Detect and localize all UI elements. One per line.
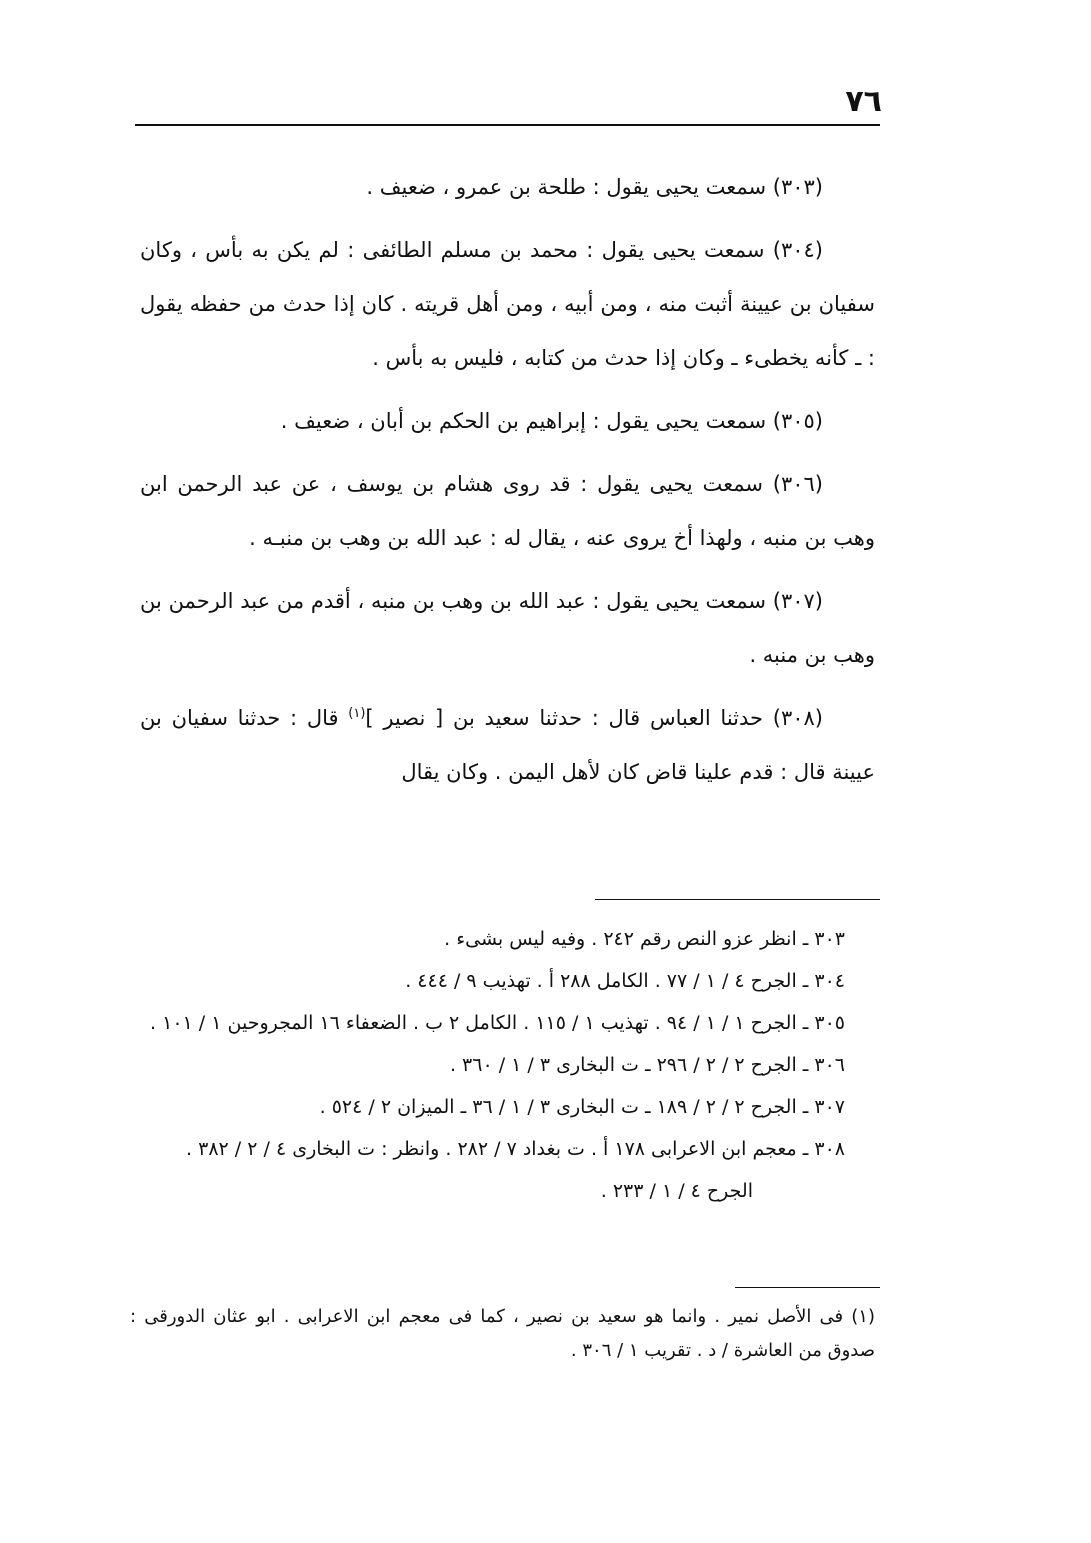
note-306: ٣٠٦ ـ الجرح ٢ / ٢ / ٢٩٦ ـ ت البخارى ٣ / ١ / ٣٦٠ .: [449, 1054, 845, 1076]
note-305: ٣٠٥ ـ الجرح ١ / ١ / ٩٤ . تهذيب ١ / ١١٥ . الكامل ٢ ب . الضعفاء ١٦ المجروحين ١ / ١٠١ .: [150, 1012, 845, 1034]
main-text: [140, 160, 875, 808]
note-308: ٣٠٨ ـ معجم ابن الاعرابى ١٧٨ أ . ت بغداد ٧ / ٢٨٢ . وانظر : ت البخارى ٤ / ٢ / ٣٨٢ . الجرح ٤ / ١ / ٢٣٣ .: [186, 1138, 845, 1202]
note-307: ٣٠٧ ـ الجرح ٢ / ٢ / ١٨٩ ـ ت البخارى ٣ / ١ / ٣٦ ـ الميزان ٢ / ٥٢٤ .: [319, 1096, 845, 1118]
entry-305: (٣٠٥) سمعت يحيى يقول : إبراهيم بن الحكم بن أبان ، ضعيف .: [280, 409, 823, 433]
entry-303: (٣٠٣) سمعت يحيى يقول : طلحة بن عمرو ، ضعيف .: [366, 175, 823, 199]
notes-separator: [595, 899, 880, 900]
entry-308-rest: قال : حدثنا سفيان بن عيينة قال : قدم علينا قاض كان لأهل اليمن . وكان يقال: [140, 706, 875, 784]
note-304: ٣٠٤ ـ الجرح ٤ / ١ / ٧٧ . الكامل ٢٨٨ أ . تهذيب ٩ / ٤٤٤ .: [405, 970, 845, 992]
source-notes: [140, 918, 845, 1212]
footnote: (١) فى الأصل نمير . وانما هو سعيد بن نصير ، كما فى معجم ابن الاعرابى . ابو عثان الدورقى : صدوق من العاشرة / د . تقريب ١ / ٣٠٦ .: [130, 1306, 875, 1361]
note-303: ٣٠٣ ـ انظر عزو النص رقم ٢٤٢ . وفيه ليس بشىء .: [444, 928, 845, 950]
entry-308-text: (٣٠٨) حدثنا العباس قال : حدثنا سعيد بن [ نصير ]: [365, 706, 823, 730]
entry-308: [140, 691, 875, 799]
entry-306: (٣٠٦) سمعت يحيى يقول : قد روى هشام بن يوسف ، عن عبد الرحمن ابن وهب بن منبه ، ولهذا أخ يروى عنه ، يقال له : عبد الله بن وهب بن منبـه .: [140, 472, 875, 550]
entry-307: (٣٠٧) سمعت يحيى يقول : عبد الله بن وهب بن منبه ، أقدم من عبد الرحمن بن وهب بن منبه .: [140, 589, 875, 667]
entry-304: (٣٠٤) سمعت يحيى يقول : محمد بن مسلم الطائفى : لم يكن به بأس ، وكان سفيان بن عيينة أثبت منه ، ومن أبيه ، ومن أهل قريته . كان إذا حدث من حفظه يقول : ـ كأنه يخطىء ـ وكان إذا حدث من كتابه ، فليس به بأس .: [140, 238, 875, 370]
header-rule: [135, 124, 880, 126]
page-number: ٧٦: [845, 84, 882, 119]
footnote-marker: (١): [348, 706, 366, 721]
footnote-separator: [735, 1287, 880, 1288]
